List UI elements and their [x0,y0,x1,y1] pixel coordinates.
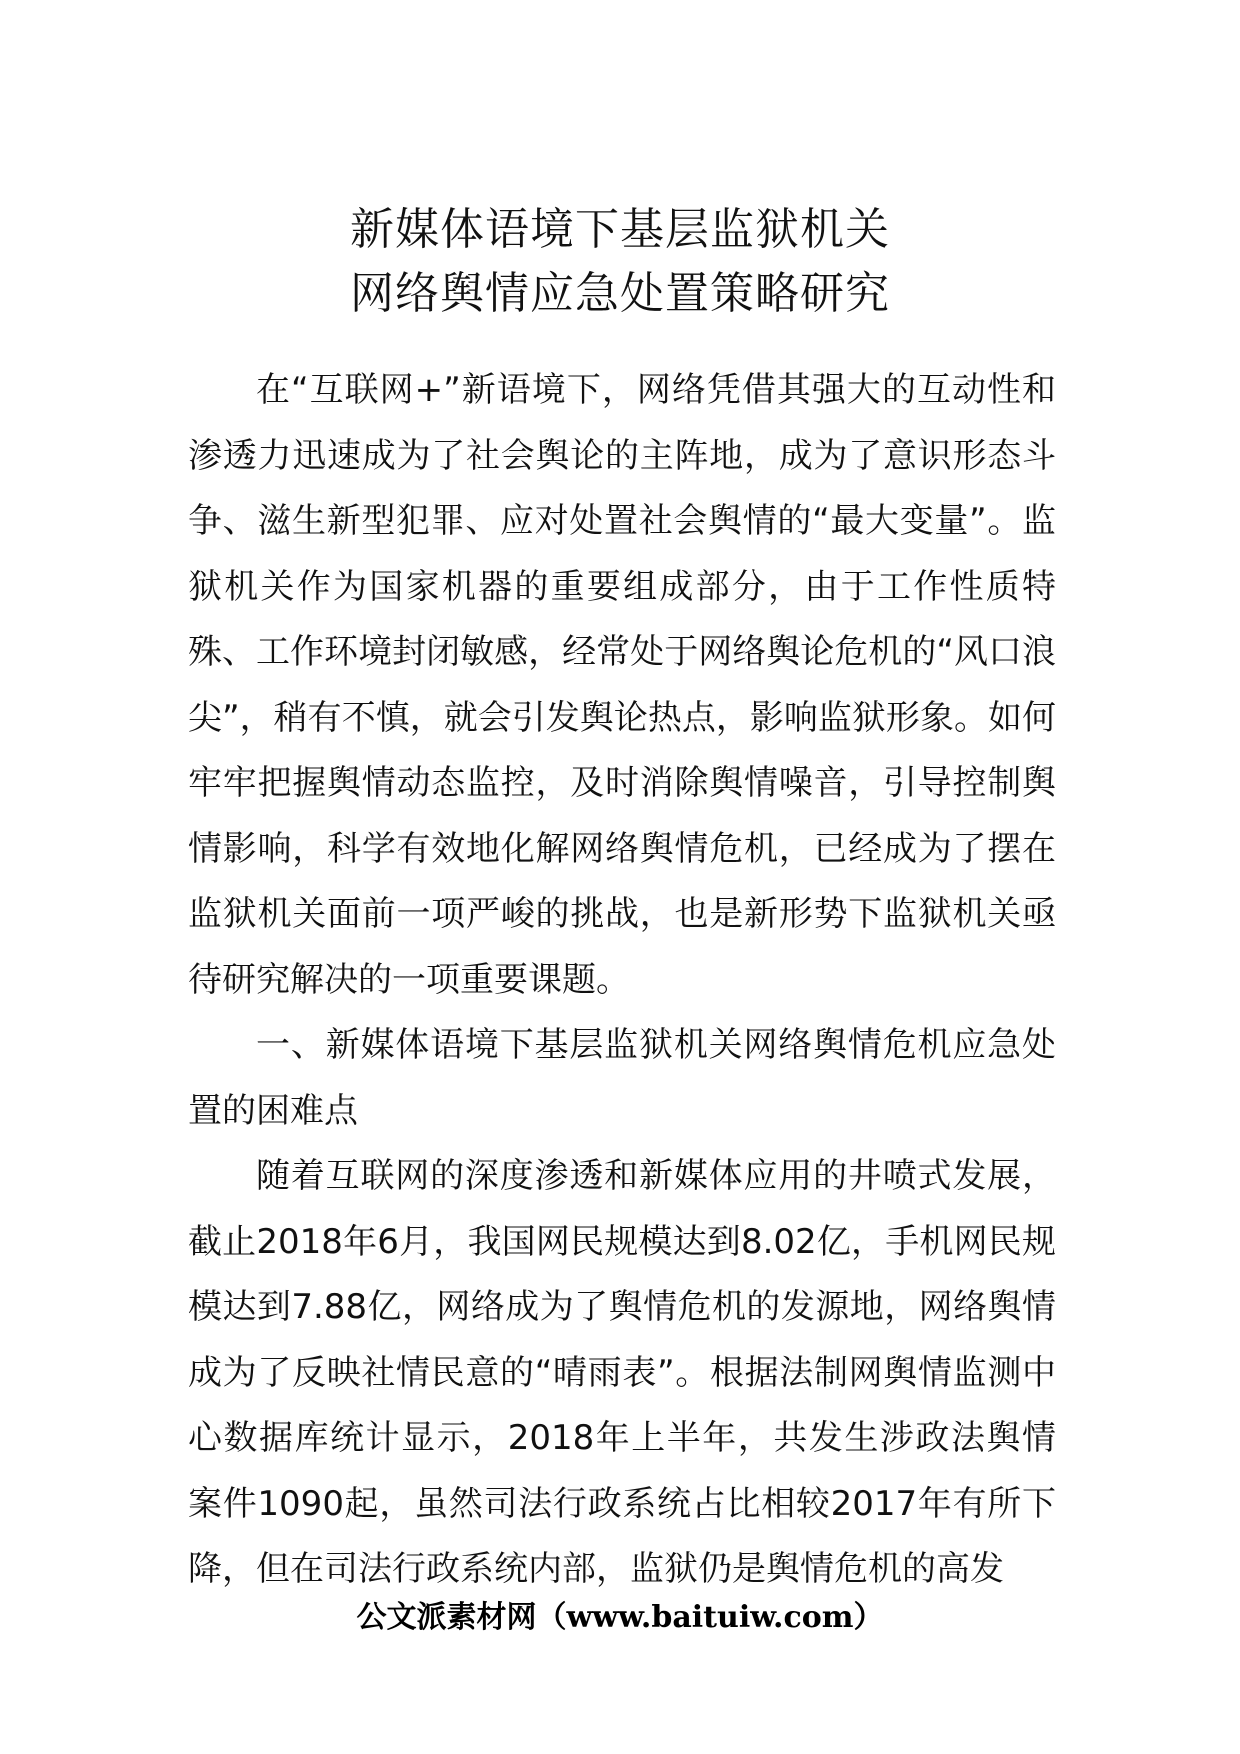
title-line-1: 新媒体语境下基层监狱机关 [350,204,890,255]
paragraph-intro: 在“互联网+”新语境下，网络凭借其强大的互动性和渗透力迅速成为了社会舆论的主阵地，成为了意识形态斗争、滋生新型犯罪、应对处置社会舆情的“最大变量”。监狱机关作为国家机器的重要组成部分，由于工作性质特殊、工作环境封闭敏感，经常处于网络舆论危机的“风口浪尖”，稍有不慎，就会引发舆论热点，影响监狱形象。如何牢牢把握舆情动态监控，及时消除舆情噪音，引导控制舆情影响，科学有效地化解网络舆情危机，已经成为了摆在监狱机关面前一项严峻的挑战，也是新形势下监狱机关亟待研究解决的一项重要课题。 [188,370,1056,1000]
document-body [188,358,1056,1603]
title-line-2: 网络舆情应急处置策略研究 [350,268,890,319]
paragraph-section-1: 随着互联网的深度渗透和新媒体应用的井喷式发展，截止2018年6月，我国网民规模达到8.02亿，手机网民规模达到7.88亿，网络成为了舆情危机的发源地，网络舆情成为了反映社情民意的“晴雨表”。根据法制网舆情监测中心数据库统计显示，2018年上半年，共发生涉政法舆情案件1090起，虽然司法行政系统占比相较2017年有所下降，但在司法行政系统内部，监狱仍是舆情危机的高发 [188,1156,1056,1589]
section-heading-1: 一、新媒体语境下基层监狱机关网络舆情危机应急处置的困难点 [188,1025,1056,1131]
document-title [0,198,1240,326]
footer-watermark: 公文派素材网（www.baituiw.com） [356,1600,884,1635]
